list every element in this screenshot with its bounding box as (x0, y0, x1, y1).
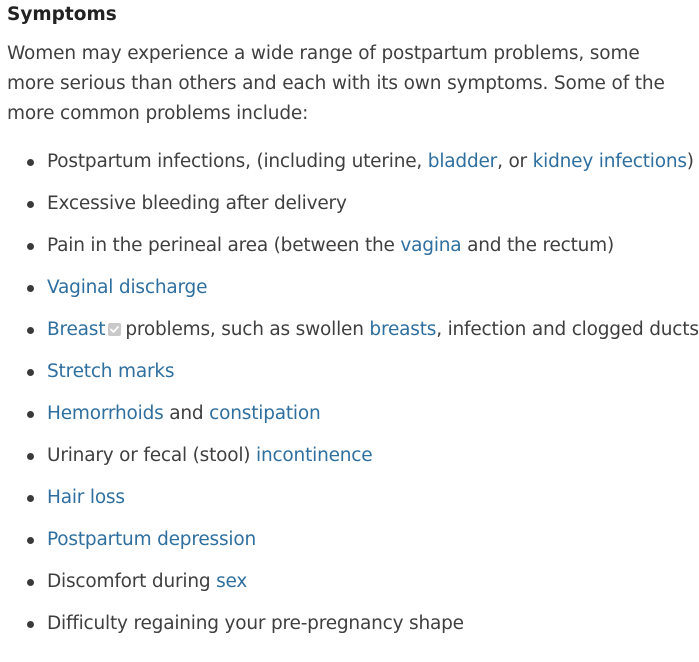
item-text: ) (686, 151, 694, 172)
item-text: and (163, 403, 210, 424)
list-item (7, 229, 678, 271)
list-item (7, 607, 678, 649)
list-item (7, 397, 678, 439)
inline-link[interactable]: incontinence (256, 445, 373, 466)
inline-link[interactable]: Postpartum depression (47, 529, 256, 550)
bullet-icon (27, 159, 34, 166)
bullet-icon (27, 621, 34, 628)
inline-link[interactable]: kidney infections (532, 151, 687, 172)
list-item (7, 271, 678, 313)
inline-link[interactable]: sex (216, 571, 248, 592)
item-text: problems, such as swollen (125, 319, 370, 340)
inline-link[interactable]: constipation (209, 403, 321, 424)
list-item (7, 145, 694, 187)
item-text: Excessive bleeding after delivery (47, 193, 347, 214)
list-item (7, 313, 699, 355)
intro-paragraph: Women may experience a wide range of postpartum problems, some more serious than others and each with its own symptoms. Some of the more common problems include: (7, 43, 665, 124)
item-text: Pain in the perineal area (between the (47, 235, 401, 256)
list-item (7, 439, 678, 481)
inline-link[interactable]: Vaginal discharge (47, 277, 208, 298)
list-item (7, 565, 678, 607)
inline-link[interactable]: breasts (369, 319, 437, 340)
list-item (7, 187, 678, 229)
bullet-icon (27, 537, 34, 544)
item-text: Difficulty regaining your pre-pregnancy shape (47, 613, 464, 634)
list-item (7, 523, 678, 565)
inline-link[interactable]: Stretch marks (47, 361, 175, 382)
bullet-icon (27, 495, 34, 502)
item-text: Postpartum infections, (including uterine, (47, 151, 428, 172)
bullet-icon (27, 579, 34, 586)
bullet-icon (27, 327, 34, 334)
list-item (7, 481, 678, 523)
item-text: and the rectum) (461, 235, 615, 256)
item-text: , infection and clogged ducts (436, 319, 699, 340)
section-heading: Symptoms (7, 4, 117, 25)
inline-link[interactable]: Breast (47, 319, 106, 340)
inline-link[interactable]: vagina (400, 235, 462, 256)
verified-check-icon (108, 323, 121, 336)
bullet-icon (27, 201, 34, 208)
inline-link[interactable]: Hair loss (47, 487, 125, 508)
symptom-list (7, 145, 699, 649)
item-text: Discomfort during (47, 571, 217, 592)
item-text: , or (497, 151, 533, 172)
inline-link[interactable]: Hemorrhoids (47, 403, 164, 424)
bullet-icon (27, 411, 34, 418)
item-text: Urinary or fecal (stool) (47, 445, 256, 466)
bullet-icon (27, 285, 34, 292)
bullet-icon (27, 243, 34, 250)
bullet-icon (27, 453, 34, 460)
inline-link[interactable]: bladder (427, 151, 498, 172)
list-item (7, 355, 678, 397)
bullet-icon (27, 369, 34, 376)
